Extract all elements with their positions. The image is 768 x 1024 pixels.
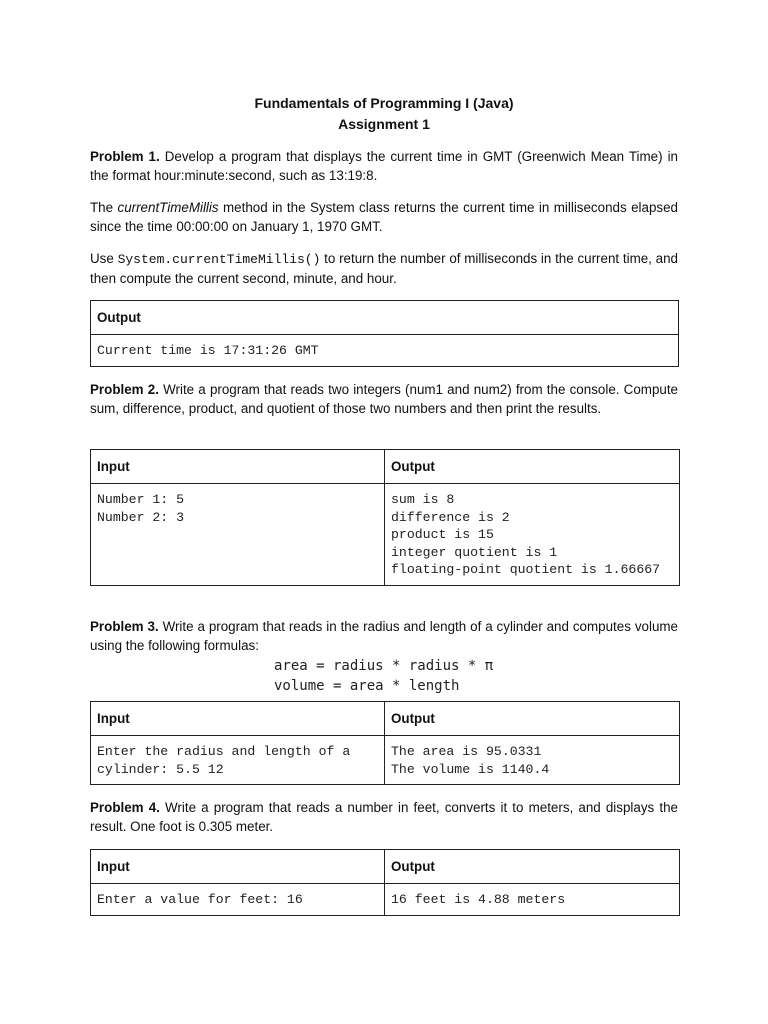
problem-2-table	[90, 449, 680, 586]
problem-2-input-cell: Number 1: 5 Number 2: 3	[91, 484, 385, 586]
problem-1-para2-post: method in the System class returns the current time in milliseconds elapsed since the time 00:00:00 on January 1, 1970 GMT.	[90, 200, 678, 234]
problem-1-table	[90, 300, 679, 367]
problem-3-text: Write a program that reads in the radius and length of a cylinder and computes volume using the following formulas:	[90, 619, 678, 653]
problem-1-para2-pre: The	[90, 200, 118, 215]
problem-3-output-header: Output	[385, 702, 680, 736]
problem-4-input-cell: Enter a value for feet: 16	[91, 884, 385, 916]
problem-2-statement	[90, 380, 678, 418]
problem-4-statement	[90, 798, 678, 836]
problem-4-label: Problem 4.	[90, 800, 160, 815]
problem-4-output-header: Output	[385, 850, 680, 884]
problem-3-input-header: Input	[91, 702, 385, 736]
problem-4-text: Write a program that reads a number in feet, converts it to meters, and displays the result. One foot is 0.305 meter.	[90, 800, 678, 834]
volume-formula: volume = area * length	[274, 678, 460, 694]
problem-3-input-cell: Enter the radius and length of a cylinder: 5.5 12	[91, 736, 385, 785]
problem-1-paragraph-3	[90, 249, 678, 288]
problem-1-paragraph-2	[90, 198, 678, 236]
problem-1-label: Problem 1.	[90, 149, 160, 164]
problem-2-text: Write a program that reads two integers (num1 and num2) from the console. Compute sum, difference, product, and quotient of those two numbers and then print the results.	[90, 382, 678, 416]
problem-2-output-cell: sum is 8 difference is 2 product is 15 integer quotient is 1 floating-point quotient is 1.66667	[385, 484, 680, 586]
problem-1-para3-pre: Use	[90, 251, 118, 266]
problem-1-output-header: Output	[91, 301, 679, 335]
problem-2-label: Problem 2.	[90, 382, 159, 397]
document-title: Fundamentals of Programming I (Java)	[254, 95, 514, 111]
problem-2-output-header: Output	[385, 450, 680, 484]
problem-3-statement	[90, 617, 678, 655]
problem-4-input-header: Input	[91, 850, 385, 884]
problem-3-label: Problem 3.	[90, 619, 159, 634]
problem-1-statement	[90, 147, 678, 185]
problem-1-text: Develop a program that displays the current time in GMT (Greenwich Mean Time) in the format hour:minute:second, such as 13:19:8.	[90, 149, 678, 183]
problem-1-output-cell: Current time is 17:31:26 GMT	[91, 335, 679, 367]
problem-4-output-cell: 16 feet is 4.88 meters	[385, 884, 680, 916]
area-formula: area = radius * radius * π	[274, 658, 494, 674]
problem-3-table	[90, 701, 680, 785]
problem-2-input-header: Input	[91, 450, 385, 484]
problem-4-table	[90, 849, 680, 916]
problem-1-para3-post: to return the number of milliseconds in the current time, and then compute the current second, minute, and hour.	[90, 251, 678, 286]
current-time-millis-term: currentTimeMillis	[117, 200, 219, 215]
problem-3-output-cell: The area is 95.0331 The volume is 1140.4	[385, 736, 680, 785]
method-code: System.currentTimeMillis()	[117, 252, 321, 267]
document-subtitle: Assignment 1	[338, 116, 430, 132]
